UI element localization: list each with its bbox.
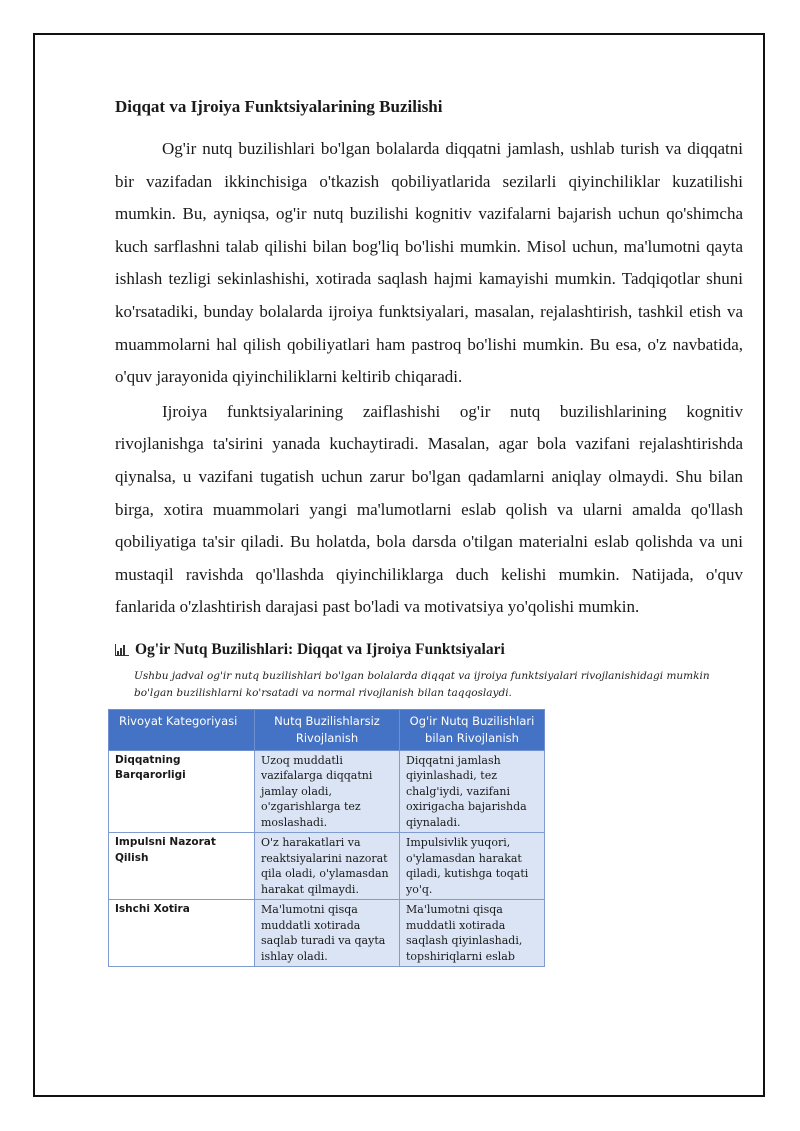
table-caption: Ushbu jadval og'ir nutq buzilishlari bo'lgan bolalarda diqqat va ijroiya funktsiyalari rivojlanishidagi mumkin bo'lgan buzilishlarni ko'rsatadi va normal rivojlanish bilan taqqoslaydi. — [134, 669, 710, 699]
column-header: Rivoyat Kategoriyasi — [109, 709, 255, 750]
table-cell: Diqqatni jamlash qiyinlashadi, tez chalg'iydi, vazifani oxirigacha bajarishda qiynaladi. — [400, 750, 545, 833]
table-row — [109, 833, 545, 900]
table-cell: Ma'lumotni qisqa muddatli xotirada saqlab turadi va qayta ishlay oladi. — [255, 900, 400, 967]
section-heading: Diqqat va Ijroiya Funktsiyalarining Buzilishi — [115, 97, 443, 116]
document-body — [115, 95, 743, 967]
table-row — [109, 750, 545, 833]
table-header-row — [109, 709, 545, 750]
table-row — [109, 900, 545, 967]
column-header: Og'ir Nutq Buzilishlari bilan Rivojlanish — [400, 709, 545, 750]
table-title-text: Og'ir Nutq Buzilishlari: Diqqat va Ijroiya Funktsiyalari — [135, 640, 505, 658]
paragraph-2: Ijroiya funktsiyalarining zaiflashishi og'ir nutq buzilishlarining kognitiv rivojlanishga ta'sirini yanada kuchaytiradi. Masalan, agar bola vazifani rejalashtirishda qiynalsa, u vazifani tugatish uchun zarur bo'lgan qadamlarni aniqlay olmaydi. Shu bilan birga, xotira muammolari yangi ma'lumotlarni eslab qolish va ularni amalda qo'llash qobiliyatiga ta'sir qiladi. Bu holatda, bola darsda o'tilgan materialni eslab qolishda va uni mustaqil ravishda qo'llashda qiyinchiliklarga duch kelishi mumkin. Natijada, o'quv fanlarida o'zlashtirish darajasi past bo'ladi va motivatsiya yo'qolishi mumkin. — [115, 401, 743, 617]
table-cell: Diqqatning Barqarorligi — [109, 750, 255, 833]
table-cell: Uzoq muddatli vazifalarga diqqatni jamlay oladi, o'zgarishlarga tez moslashadi. — [255, 750, 400, 833]
table-title — [115, 640, 743, 660]
paragraph-1: Og'ir nutq buzilishlari bo'lgan bolalarda diqqatni jamlash, ushlab turish va diqqatni bir vazifadan ikkinchisiga o'tkazish qobiliyatlarida sezilarli qiyinchiliklar kuzatilishi mumkin. Bu, ayniqsa, og'ir nutq buzilishi kognitiv vazifalarni bajarish uchun qo'shimcha kuch sarflashni talab qilishi bilan bog'liq bo'lishi mumkin. Misol uchun, ma'lumotni qayta ishlash tezligi sekinlashishi, xotirada saqlash hajmi kamayishi mumkin. Tadqiqotlar shuni ko'rsatadiki, bunday bolalarda ijroiya funktsiyalari, masalan, rejalashtirish, tashkil etish va muammolarni hal qilish qobiliyatlari ham pastroq bo'lishi mumkin. Bu esa, o'z navbatida, o'quv jarayonida qiyinchiliklarni keltirib chiqaradi. — [115, 139, 743, 387]
table-cell: Ma'lumotni qisqa muddatli xotirada saqlash qiyinlashadi, topshiriqlarni eslab — [400, 900, 545, 967]
column-header: Nutq Buzilishlarsiz Rivojlanish — [255, 709, 400, 750]
table-cell: Impulsivlik yuqori, o'ylamasdan harakat qiladi, kutishga toqati yo'q. — [400, 833, 545, 900]
bar-chart-icon — [115, 644, 129, 656]
table-cell: Ishchi Xotira — [109, 900, 255, 967]
table-cell: O'z harakatlari va reaktsiyalarini nazorat qila oladi, o'ylamasdan harakat qilmaydi. — [255, 833, 400, 900]
table-cell: Impulsni Nazorat Qilish — [109, 833, 255, 900]
comparison-table — [108, 709, 545, 968]
